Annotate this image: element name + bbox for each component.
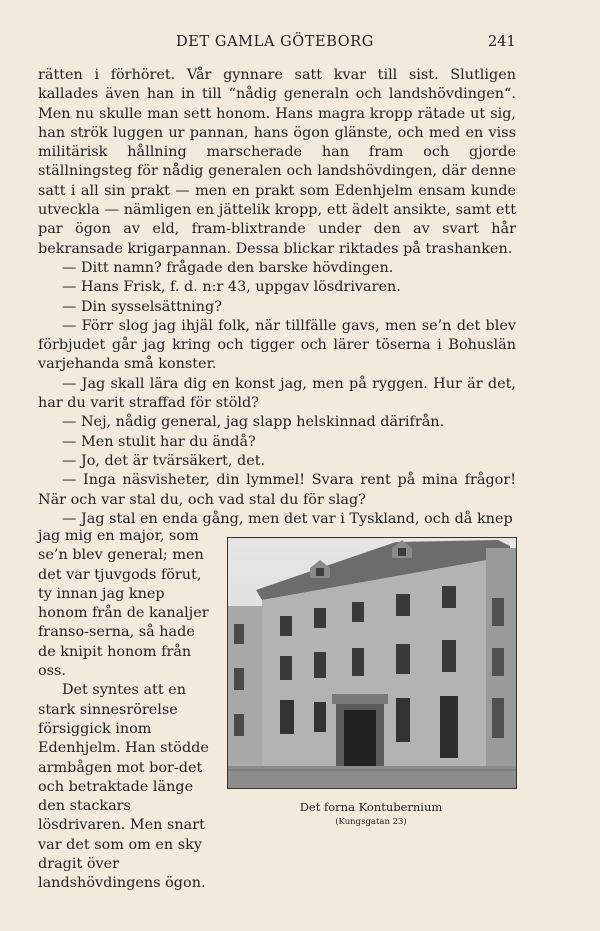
paragraph: — Hans Frisk, f. d. n:r 43, uppgav lösdrivaren. (62, 279, 401, 296)
figure-subcaption: (Kungsgatan 23) (335, 817, 407, 827)
paragraph: rätten i förhöret. Vår gynnare satt kvar till sist. Slutligen kallades även han in till “nådig generaln och landshövdingen“. Men nu skulle man sett honom. Hans magra kropp rätade ut sig, han strök luggen ur pannan, hans ögon glänste, och med en viss militärisk hållning marscherade han fram och gjorde ställningsteg för nådig generalen och landshövdingen, där denne satt i all sin prakt — men en prakt som Edenhjelm ensam kunde utveckla — nämligen en jättelik kropp, ett ädelt ansikte, samt ett par ögon av eld, fram-blixtrande under den av svart hår bekransade krigarpannan. Dessa blickar riktades på trashanken. (38, 67, 516, 257)
building-illustration (228, 538, 516, 788)
main-text (38, 66, 516, 529)
running-title: DET GAMLA GÖTEBORG (176, 34, 374, 50)
paragraph: — Ditt namn? frågade den barske hövdingen. (62, 259, 394, 276)
paragraph: — Nej, nådig general, jag slapp helskinnad därifrån. (62, 414, 445, 431)
building-photograph (227, 537, 517, 789)
paragraph: — Jag skall lära dig en konst jag, men på ryggen. Hur är det, har du varit straffad för stöld? (38, 375, 516, 412)
paragraph: jag mig en major, som se’n blev general; men det var tjuvgods förut, ty innan jag knep honom från de kanaljer franso-serna, så hade de knipit honom från oss. (38, 528, 209, 680)
running-header (0, 34, 600, 54)
figure-caption: Det forna Kontubernium (299, 800, 443, 814)
paragraph: — Men stulit har du ändå? (62, 433, 256, 450)
paragraph: — Jo, det är tvärsäkert, det. (62, 452, 266, 469)
paragraph: Det syntes att en stark sinnesrörelse försiggick inom Edenhjelm. Han stödde armbågen mot bor-det och betraktade länge den stackars lösdrivaren. Men snart var det som om en sky dragit över landshövdingens ögon. (38, 682, 209, 892)
wrapped-text-column (38, 527, 216, 894)
page-number: 241 (488, 34, 516, 50)
paragraph: — Din sysselsättning? (62, 298, 222, 315)
paragraph: — Jag stal en enda gång, men det var i Tyskland, och då knep (62, 510, 513, 527)
paragraph: — Inga näsvisheter, din lymmel! Svara rent på mina frågor! När och var stal du, och vad stal du för slag? (38, 472, 516, 508)
paragraph: — Förr slog jag ihjäl folk, när tillfälle gavs, men se’n det blev förbjudet går jag kring och tigger och lärer töserna i Bohuslän varjehanda små konster. (38, 317, 516, 373)
